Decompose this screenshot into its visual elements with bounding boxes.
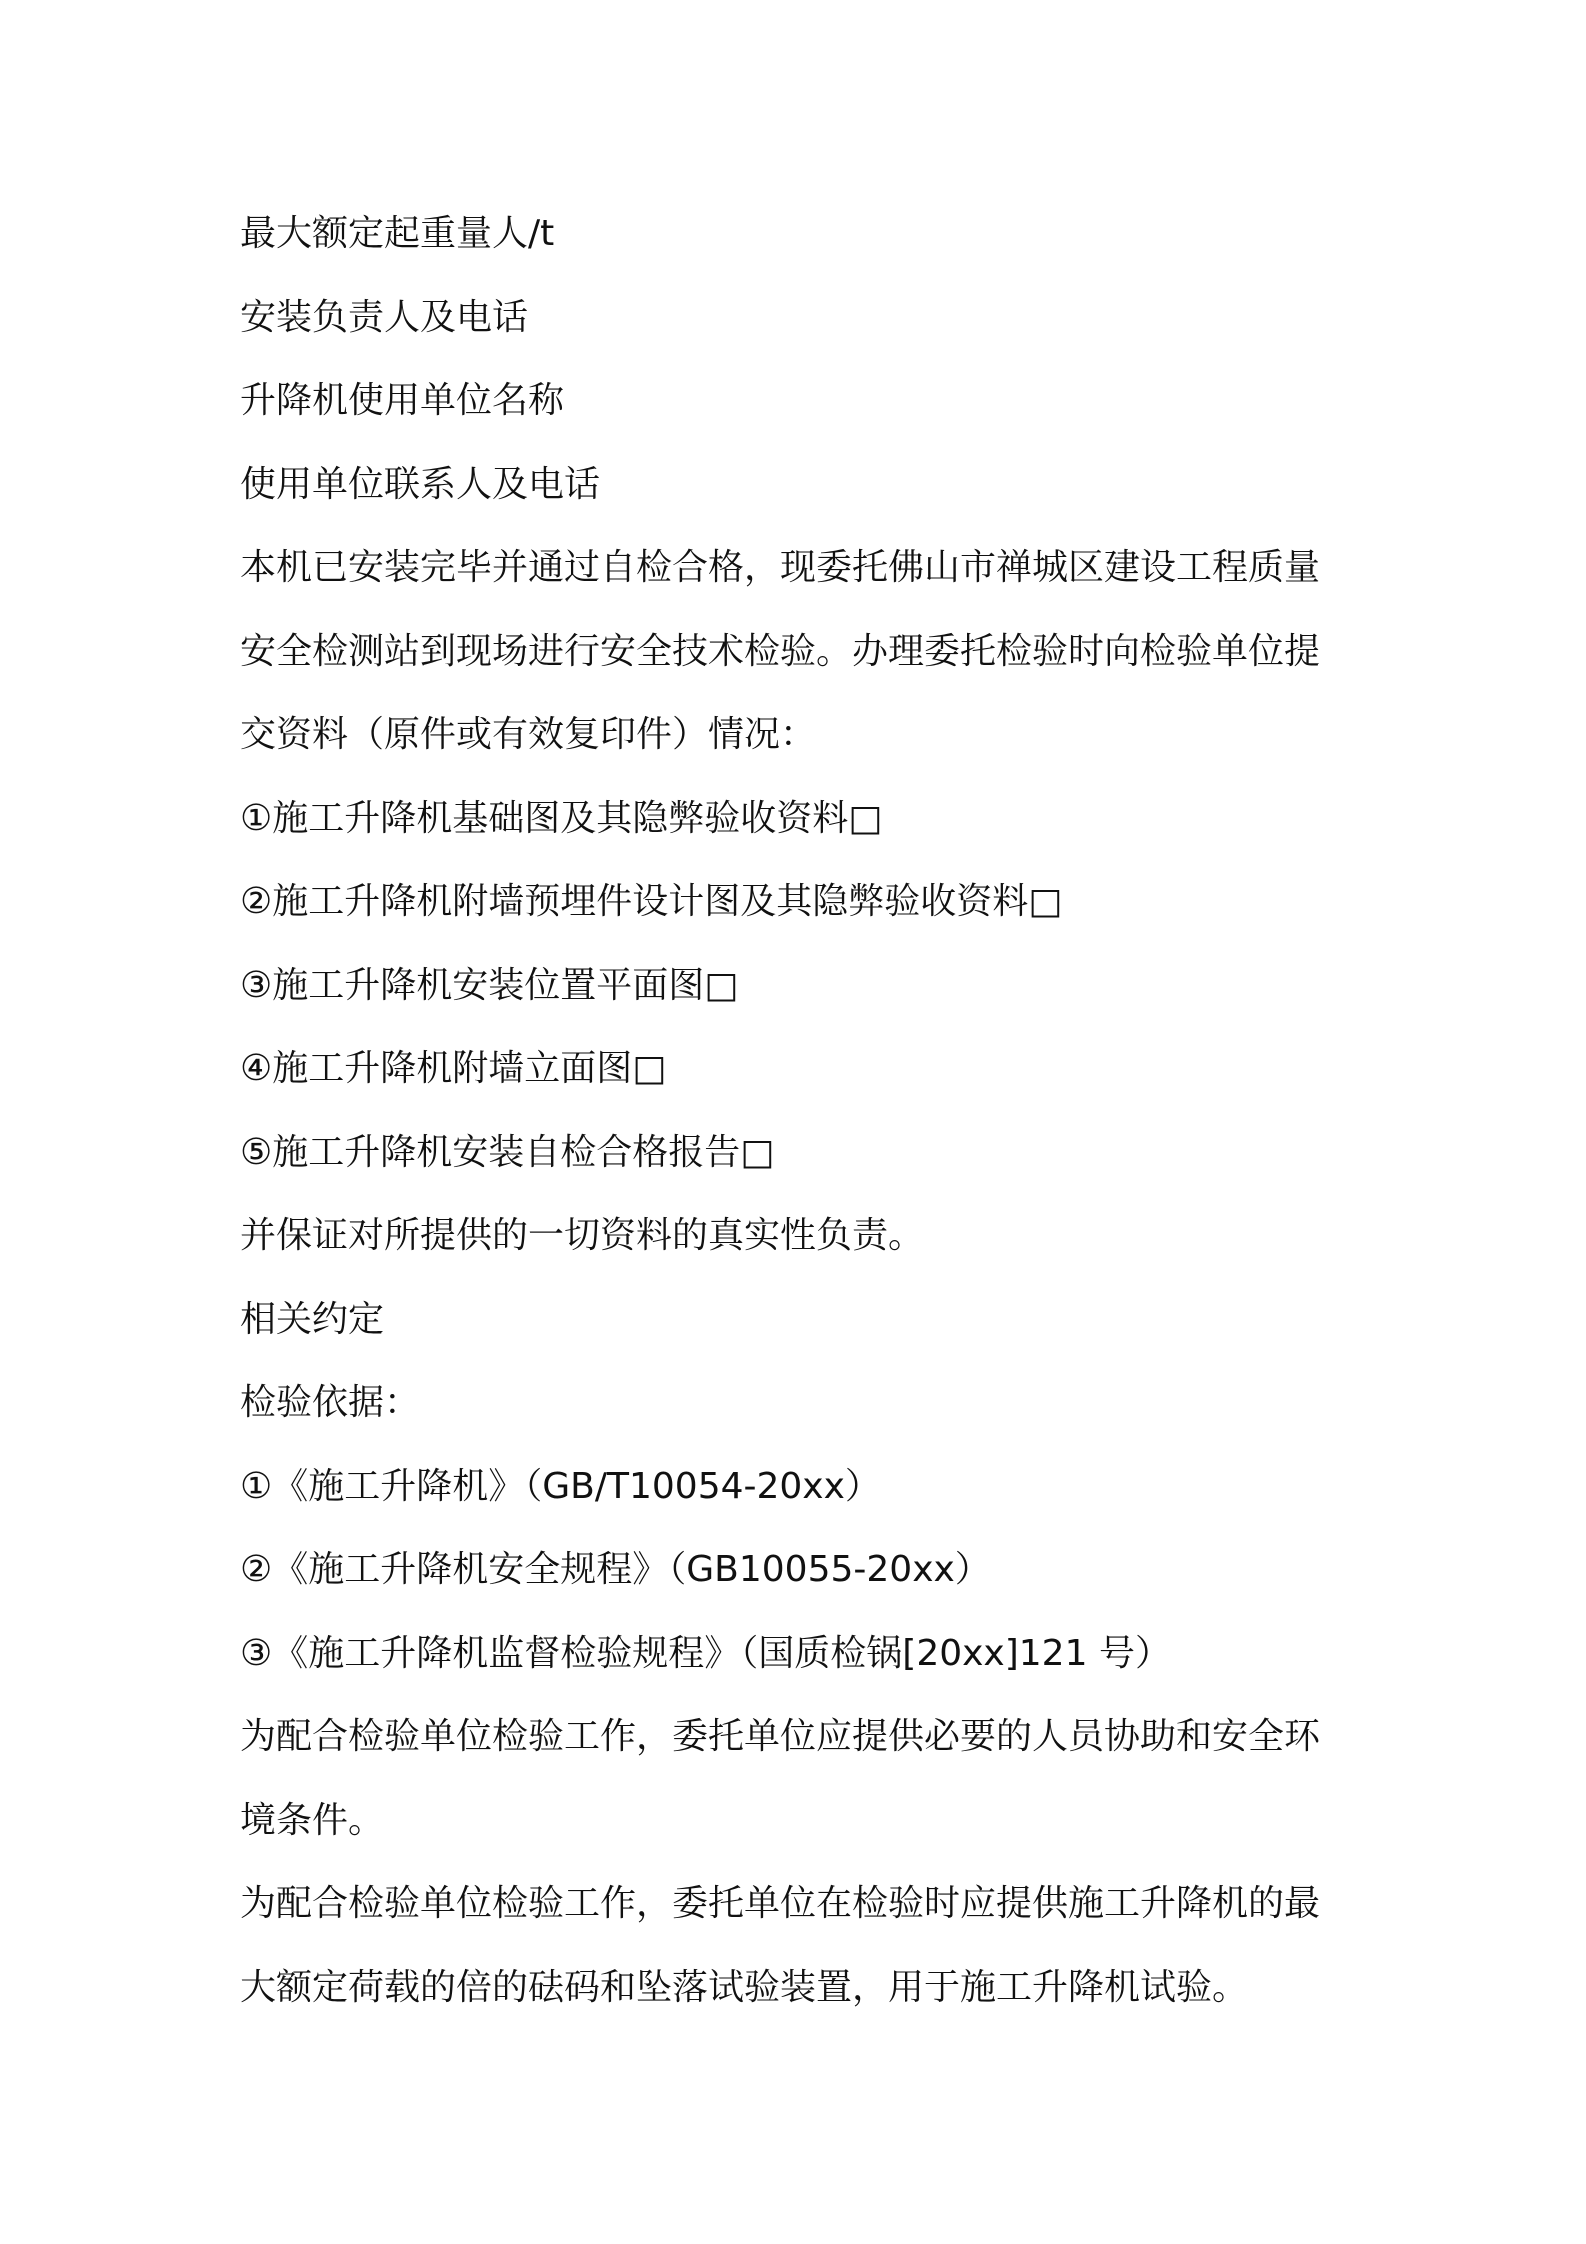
standard-item: ②《施工升降机安全规程》（GB10055-20xx） [240, 1549, 991, 1590]
field-user-unit-contact: 使用单位联系人及电话 [240, 463, 601, 505]
standard-item: ③《施工升降机监督检验规程》（国质检锅[20xx]121 号） [240, 1632, 1171, 1674]
field-user-unit-name: 升降机使用单位名称 [240, 380, 565, 421]
intro-line: 本机已安装完毕并通过自检合格，现委托佛山市禅城区建设工程质量 [240, 547, 1321, 588]
field-install-contact: 安装负责人及电话 [240, 296, 529, 338]
clause-line: 大额定荷载的倍的砝码和坠落试验装置，用于施工升降机试验。 [240, 1966, 1249, 2008]
field-max-load: 最大额定起重量人/t [240, 213, 555, 254]
guarantee-statement: 并保证对所提供的一切资料的真实性负责。 [240, 1215, 925, 1256]
document-body [240, 192, 1360, 2029]
clause-line: 为配合检验单位检验工作，委托单位应提供必要的人员协助和安全环 [240, 1716, 1321, 1757]
clause-line: 境条件。 [240, 1799, 385, 1841]
clause-line: 为配合检验单位检验工作，委托单位在检验时应提供施工升降机的最 [240, 1883, 1321, 1924]
intro-line: 交资料（原件或有效复印件）情况： [240, 714, 817, 755]
material-item: ③施工升降机安装位置平面图□ [240, 964, 739, 1006]
material-item: ④施工升降机附墙立面图□ [240, 1048, 667, 1089]
material-item: ①施工升降机基础图及其隐弊验收资料□ [240, 797, 883, 839]
agreement-heading: 相关约定 [240, 1298, 385, 1340]
intro-line: 安全检测站到现场进行安全技术检验。办理委托检验时向检验单位提 [240, 630, 1321, 672]
material-item: ⑤施工升降机安装自检合格报告□ [240, 1131, 775, 1173]
material-item: ②施工升降机附墙预埋件设计图及其隐弊验收资料□ [240, 881, 1063, 922]
basis-heading: 检验依据： [240, 1382, 421, 1423]
standard-item: ①《施工升降机》（GB/T10054-20xx） [240, 1465, 881, 1507]
